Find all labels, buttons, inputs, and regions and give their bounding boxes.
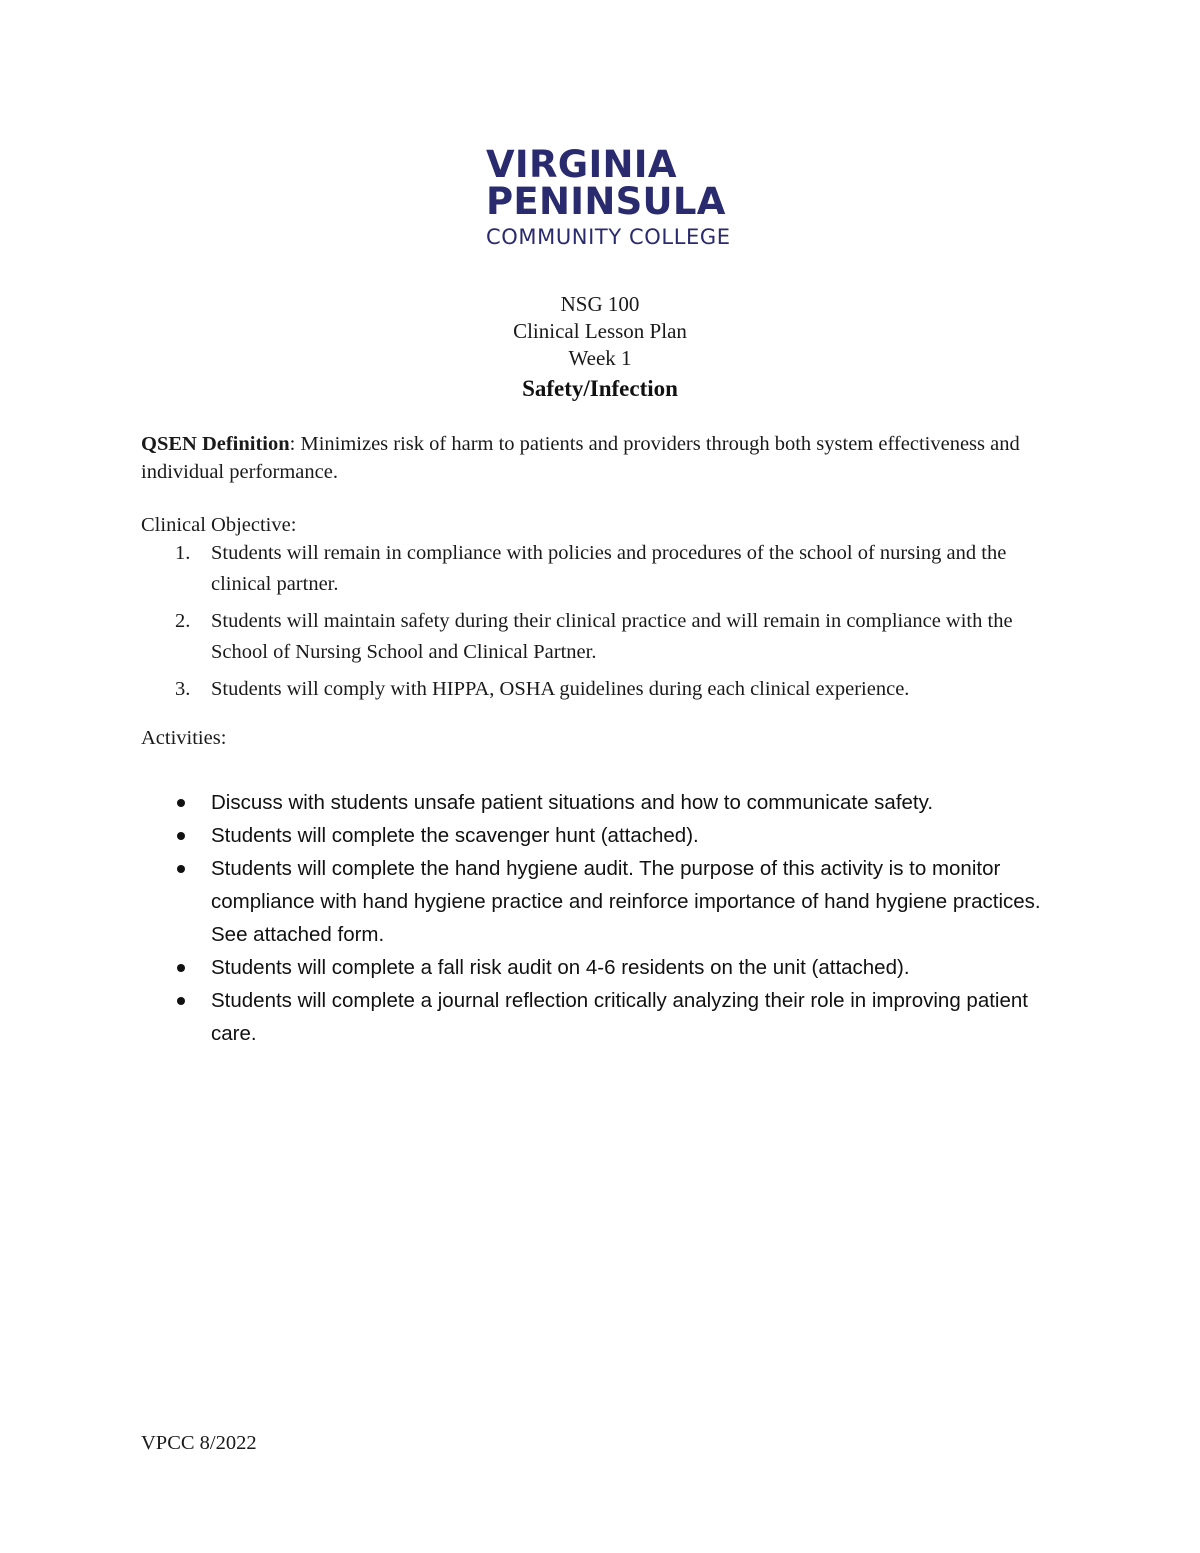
college-logo [486,143,746,250]
logo-line-community-college: COMMUNITY COLLEGE [486,225,731,249]
activities-heading: Activities: [141,727,227,749]
bullet-icon [177,832,185,840]
objective-number: 3. [175,678,191,700]
activity-item [141,852,1041,951]
objective-item [141,538,1071,600]
activity-item [141,786,1041,819]
course-code: NSG 100 [560,292,640,316]
objective-number: 1. [175,542,191,564]
qsen-text: : Minimizes risk of harm to patients and providers through both system effectiveness and individual performance. [141,433,1020,483]
week-label: Week 1 [568,346,632,370]
bullet-icon [177,997,185,1005]
activity-text: Students will complete the hand hygiene audit. The purpose of this activity is to monitor compliance with hand hygiene practice and reinforce importance of hand hygiene practices. See attached form. [211,857,1041,946]
bullet-icon [177,799,185,807]
clinical-objective-heading: Clinical Objective: [141,514,297,536]
activity-item [141,984,1041,1050]
objective-item [141,606,1071,668]
plan-title: Clinical Lesson Plan [513,319,687,343]
logo-line-peninsula: PENINSULA [486,180,726,223]
objective-text: Students will remain in compliance with policies and procedures of the school of nursing and the clinical partner. [211,542,1007,595]
objective-item [141,674,1071,705]
activity-item [141,819,1041,852]
objectives-list [141,538,1071,711]
topic-heading: Safety/Infection [522,376,678,401]
bullet-icon [177,865,185,873]
activity-text: Students will complete a journal reflection critically analyzing their role in improving patient care. [211,989,1028,1045]
objective-number: 2. [175,610,191,632]
logo-line-virginia: VIRGINIA [486,143,677,186]
qsen-definition [141,430,1041,486]
activity-text: Students will complete a fall risk audit on 4-6 residents on the unit (attached). [211,956,910,979]
footer-revision: VPCC 8/2022 [141,1432,257,1454]
activity-text: Students will complete the scavenger hunt (attached). [211,824,699,847]
objective-text: Students will maintain safety during their clinical practice and will remain in compliance with the School of Nursing School and Clinical Partner. [211,610,1013,663]
objective-text: Students will comply with HIPPA, OSHA guidelines during each clinical experience. [211,678,910,700]
activity-item [141,951,1041,984]
bullet-icon [177,964,185,972]
activities-list [141,786,1041,1050]
activity-text: Discuss with students unsafe patient situations and how to communicate safety. [211,791,934,814]
qsen-label: QSEN Definition [141,433,290,455]
